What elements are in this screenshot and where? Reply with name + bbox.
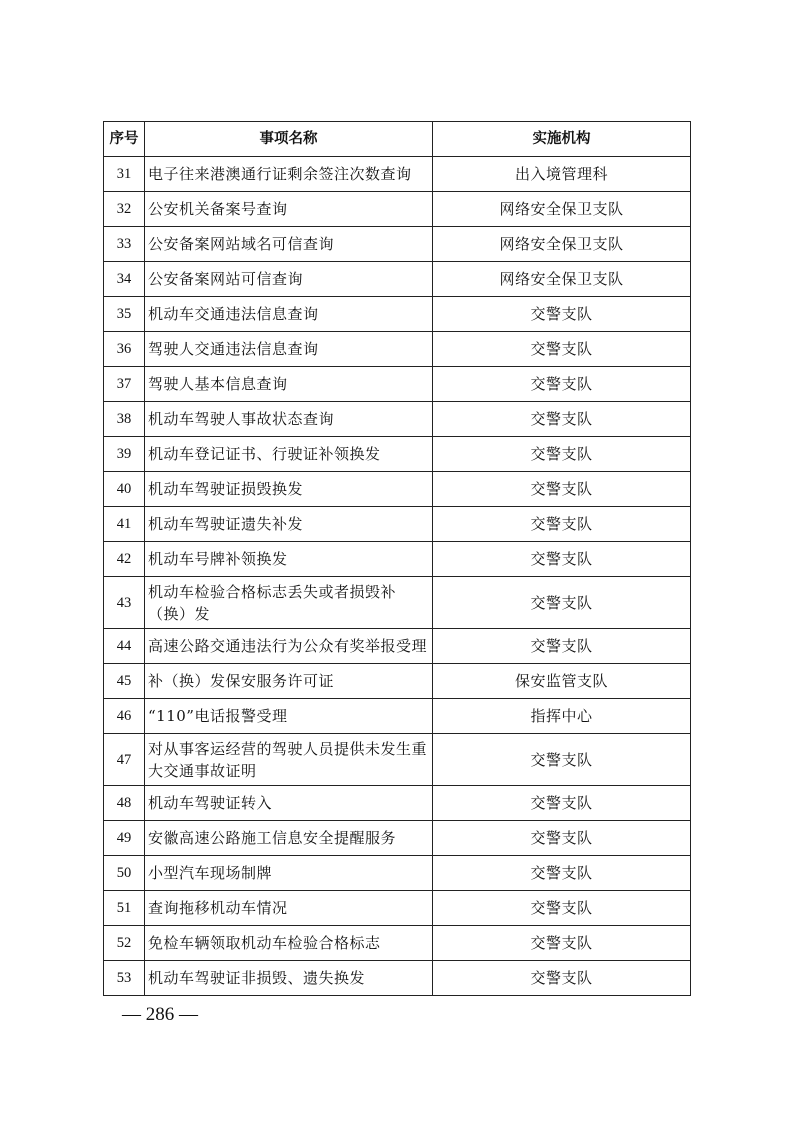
table-row [104,856,691,891]
row-organization: 交警支队 [433,856,691,891]
row-number: 52 [104,926,145,961]
row-number: 35 [104,297,145,332]
table-row [104,367,691,402]
table-row [104,891,691,926]
row-item-name: 机动车检验合格标志丢失或者损毁补（换）发 [145,577,433,629]
row-number: 41 [104,507,145,542]
row-item-name: 公安机关备案号查询 [145,192,433,227]
table-row [104,821,691,856]
table-row [104,961,691,996]
row-item-name: 公安备案网站可信查询 [145,262,433,297]
table-row [104,192,691,227]
row-number: 36 [104,332,145,367]
row-number: 40 [104,472,145,507]
row-item-name: 免检车辆领取机动车检验合格标志 [145,926,433,961]
row-number: 53 [104,961,145,996]
row-organization: 交警支队 [433,891,691,926]
header-item-name: 事项名称 [145,122,433,157]
table-row [104,472,691,507]
row-number: 38 [104,402,145,437]
row-number: 37 [104,367,145,402]
row-item-name: 小型汽车现场制牌 [145,856,433,891]
table-row [104,227,691,262]
row-number: 50 [104,856,145,891]
row-item-name: 机动车驾驶证非损毁、遗失换发 [145,961,433,996]
table-row [104,402,691,437]
row-organization: 交警支队 [433,926,691,961]
table-row [104,577,691,629]
row-item-name: 机动车驾驶人事故状态查询 [145,402,433,437]
row-organization: 网络安全保卫支队 [433,262,691,297]
row-number: 51 [104,891,145,926]
row-organization: 保安监管支队 [433,664,691,699]
row-item-name: 机动车驾驶证转入 [145,786,433,821]
row-number: 46 [104,699,145,734]
table-row [104,926,691,961]
table-row [104,734,691,786]
table-row [104,157,691,192]
row-number: 48 [104,786,145,821]
row-organization: 交警支队 [433,472,691,507]
header-number: 序号 [104,122,145,157]
table-row [104,332,691,367]
row-item-name: 驾驶人基本信息查询 [145,367,433,402]
row-item-name: 机动车号牌补领换发 [145,542,433,577]
row-number: 33 [104,227,145,262]
row-number: 31 [104,157,145,192]
row-organization: 交警支队 [433,821,691,856]
row-organization: 交警支队 [433,629,691,664]
table-header-row [104,122,691,157]
row-item-name: “110”电话报警受理 [145,699,433,734]
row-item-name: 机动车登记证书、行驶证补领换发 [145,437,433,472]
page-number: — 286 — [122,1004,198,1025]
row-number: 44 [104,629,145,664]
row-number: 45 [104,664,145,699]
row-number: 42 [104,542,145,577]
row-number: 34 [104,262,145,297]
row-organization: 交警支队 [433,542,691,577]
row-organization: 交警支队 [433,437,691,472]
row-organization: 交警支队 [433,577,691,629]
row-item-name: 安徽高速公路施工信息安全提醒服务 [145,821,433,856]
row-organization: 交警支队 [433,961,691,996]
row-number: 47 [104,734,145,786]
row-item-name: 驾驶人交通违法信息查询 [145,332,433,367]
row-item-name: 机动车驾驶证遗失补发 [145,507,433,542]
table-row [104,629,691,664]
row-item-name: 补（换）发保安服务许可证 [145,664,433,699]
row-number: 39 [104,437,145,472]
row-item-name: 机动车交通违法信息查询 [145,297,433,332]
row-item-name: 查询拖移机动车情况 [145,891,433,926]
table-row [104,699,691,734]
row-number: 32 [104,192,145,227]
table-body [104,157,691,996]
row-organization: 交警支队 [433,402,691,437]
row-item-name: 高速公路交通违法行为公众有奖举报受理 [145,629,433,664]
service-items-table [103,121,691,996]
row-organization: 指挥中心 [433,699,691,734]
table-row [104,664,691,699]
table-row [104,262,691,297]
table-row [104,297,691,332]
table-row [104,542,691,577]
row-organization: 出入境管理科 [433,157,691,192]
row-organization: 交警支队 [433,367,691,402]
row-organization: 交警支队 [433,332,691,367]
table-row [104,507,691,542]
row-organization: 交警支队 [433,734,691,786]
table-row [104,437,691,472]
row-organization: 交警支队 [433,297,691,332]
row-item-name: 机动车驾驶证损毁换发 [145,472,433,507]
table-row [104,786,691,821]
row-number: 43 [104,577,145,629]
row-item-name: 对从事客运经营的驾驶人员提供未发生重大交通事故证明 [145,734,433,786]
row-number: 49 [104,821,145,856]
row-organization: 网络安全保卫支队 [433,227,691,262]
row-item-name: 电子往来港澳通行证剩余签注次数查询 [145,157,433,192]
row-item-name: 公安备案网站域名可信查询 [145,227,433,262]
header-organization: 实施机构 [433,122,691,157]
row-organization: 交警支队 [433,786,691,821]
row-organization: 网络安全保卫支队 [433,192,691,227]
row-organization: 交警支队 [433,507,691,542]
